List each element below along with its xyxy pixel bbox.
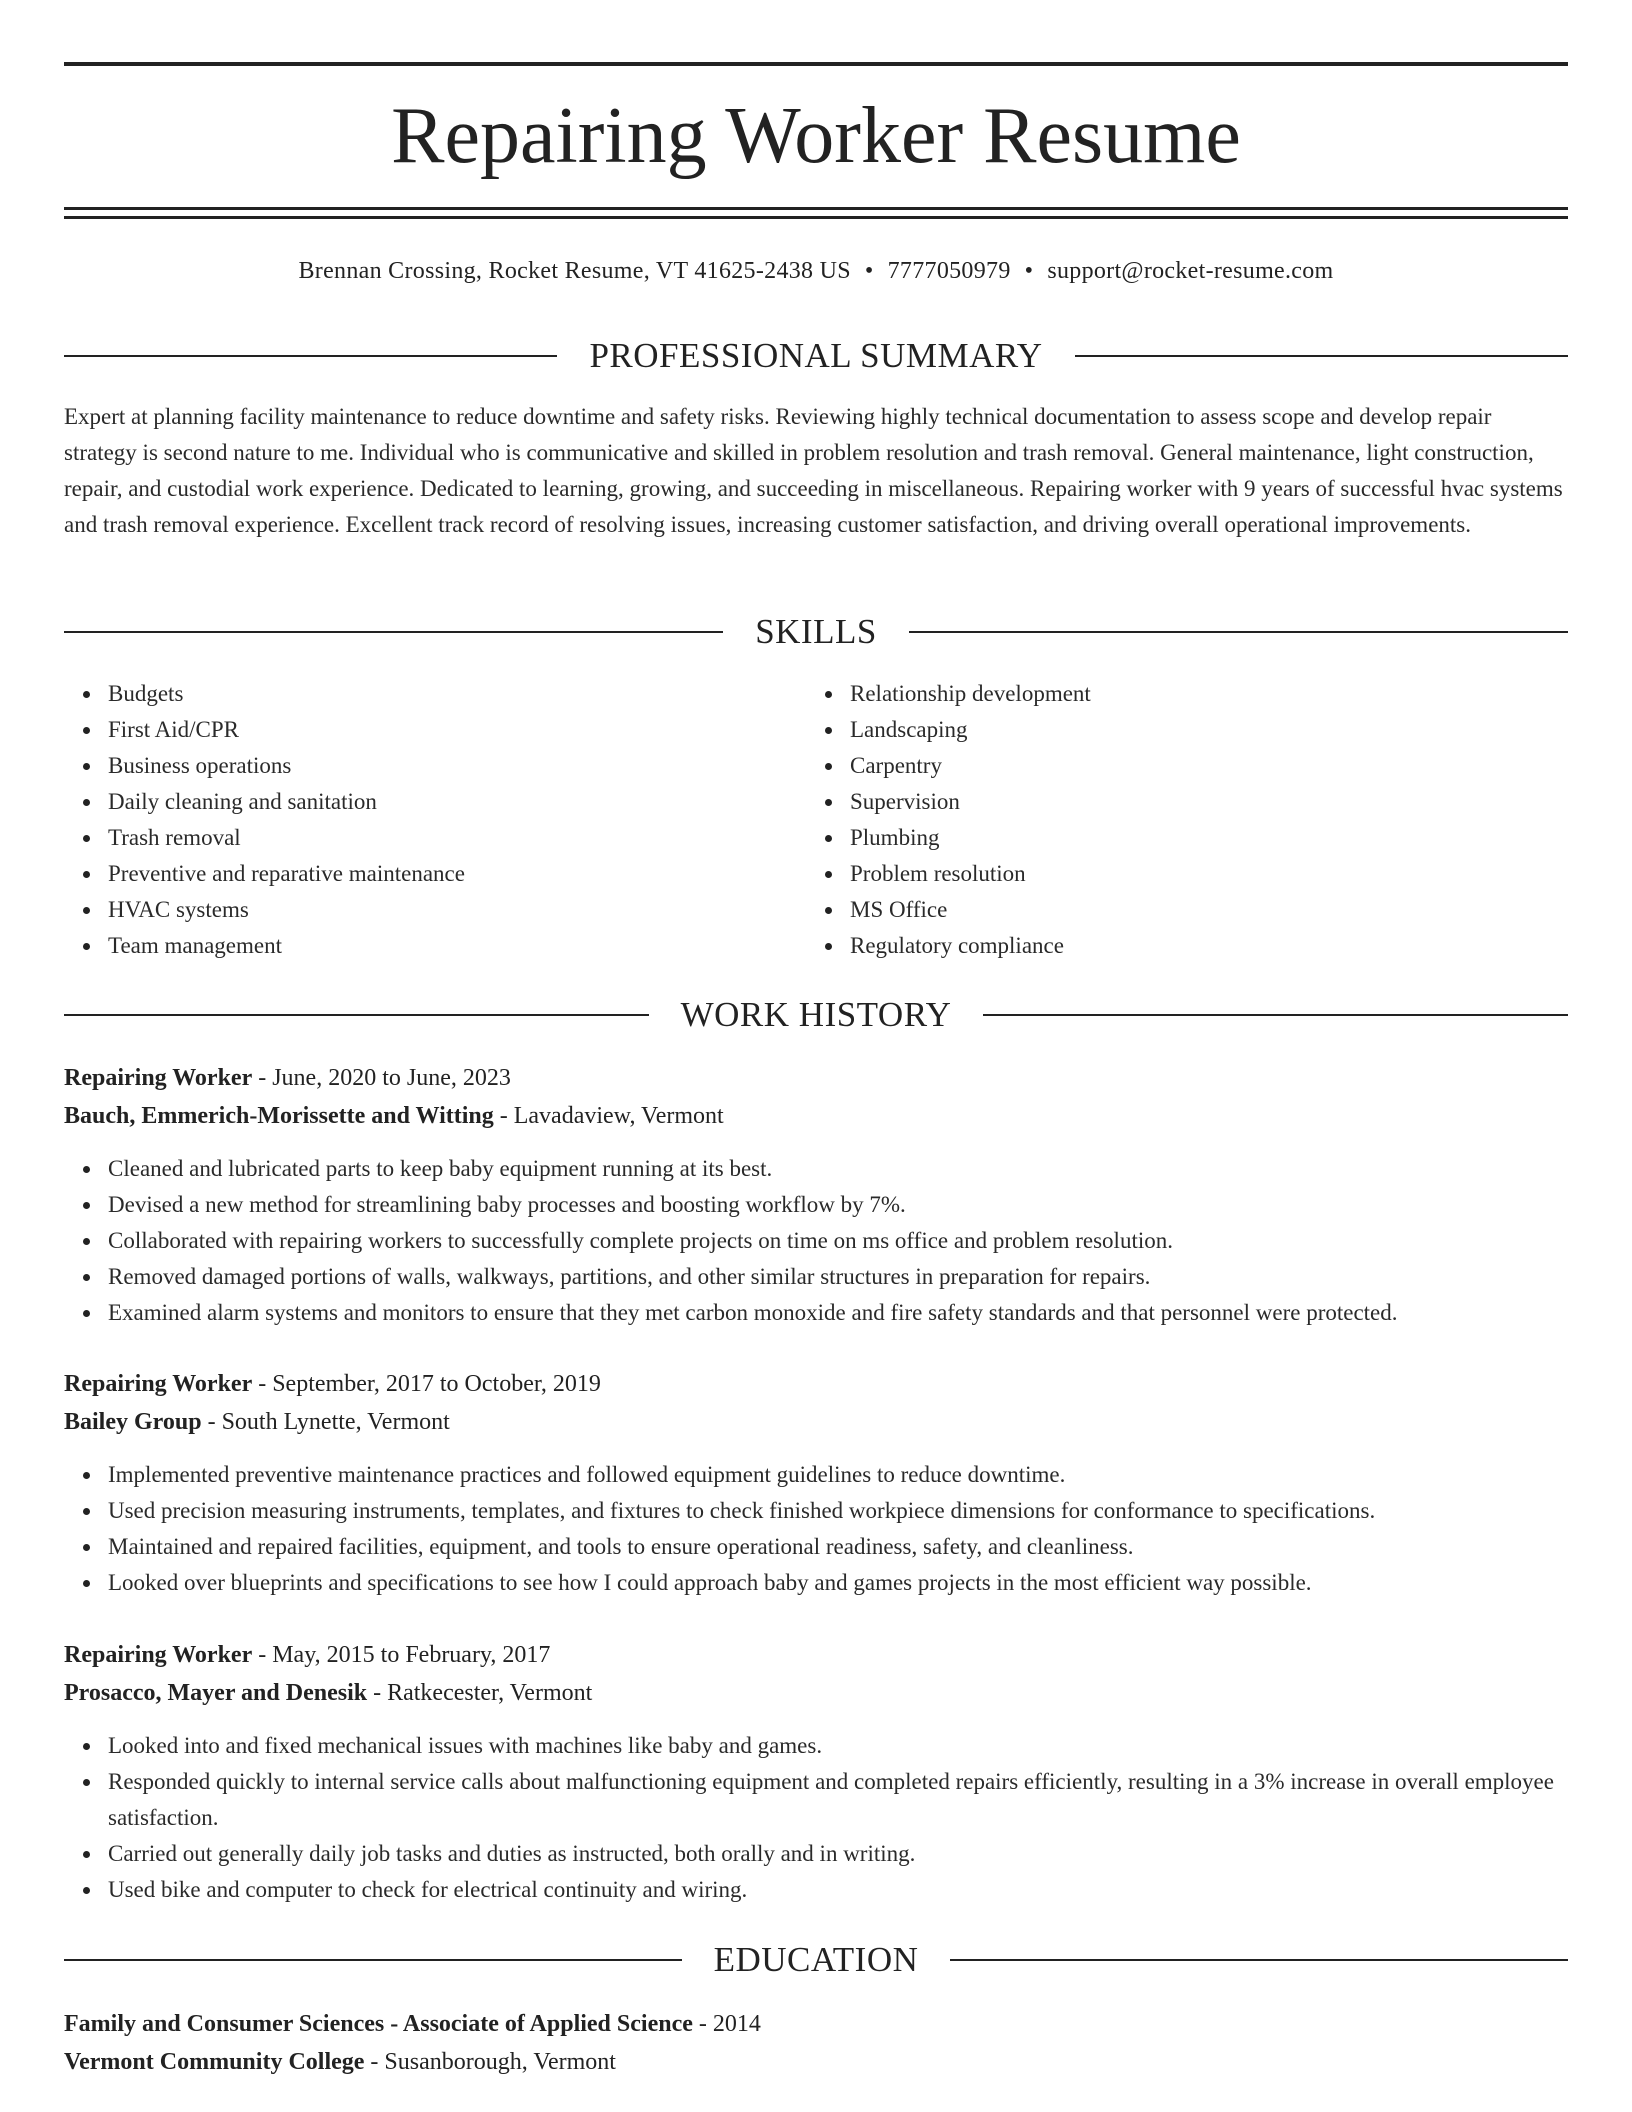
job-entry xyxy=(64,1365,1568,1601)
top-rule xyxy=(64,62,1568,66)
section-rule xyxy=(983,1014,1568,1016)
section-title: PROFESSIONAL SUMMARY xyxy=(589,336,1043,375)
section-title: SKILLS xyxy=(755,612,877,651)
skill-item: Business operations xyxy=(108,748,806,784)
job-bullet: Responded quickly to internal service calls about malfunctioning equipment and completed repairs efficiently, resulting in a 3% increase in overall employee satisfaction. xyxy=(108,1764,1568,1836)
skill-item: Daily cleaning and sanitation xyxy=(108,784,806,820)
job-company: Prosacco, Mayer and Denesik xyxy=(64,1680,368,1706)
contact-separator: • xyxy=(1024,258,1034,284)
job-bullets xyxy=(64,1457,1568,1601)
section-rule xyxy=(1075,355,1568,357)
section-header-education xyxy=(64,1940,1568,1980)
job-title: Repairing Worker xyxy=(64,1065,253,1091)
job-bullet: Carried out generally daily job tasks and duties as instructed, both orally and in writing. xyxy=(108,1836,1568,1872)
education-location: - Susanborough, Vermont xyxy=(364,2049,616,2075)
job-company-line xyxy=(64,1403,1568,1441)
skills-column-right xyxy=(806,676,1548,964)
section-rule xyxy=(950,1959,1568,1961)
section-header-summary xyxy=(64,336,1568,376)
skill-item: Relationship development xyxy=(850,676,1548,712)
contact-phone: 7777050979 xyxy=(887,258,1011,284)
skill-item: Preventive and reparative maintenance xyxy=(108,856,806,892)
section-rule xyxy=(64,355,557,357)
job-company: Bauch, Emmerich-Morissette and Witting xyxy=(64,1103,494,1129)
job-entry xyxy=(64,1059,1568,1331)
title-double-rule-upper xyxy=(64,207,1568,210)
job-company-line xyxy=(64,1097,1568,1135)
job-title-line xyxy=(64,1365,1568,1403)
skill-item: MS Office xyxy=(850,892,1548,928)
section-rule xyxy=(909,631,1568,633)
education-school: Vermont Community College xyxy=(64,2049,365,2075)
section-rule xyxy=(64,1014,649,1016)
page-title: Repairing Worker Resume xyxy=(391,92,1241,180)
job-bullets xyxy=(64,1728,1568,1908)
education-year: - 2014 xyxy=(692,2011,761,2037)
section-header-work-history xyxy=(64,995,1568,1035)
job-location: - South Lynette, Vermont xyxy=(201,1409,450,1435)
section-rule xyxy=(64,1959,682,1961)
contact-line xyxy=(64,255,1568,287)
job-bullet: Looked into and fixed mechanical issues with machines like baby and games. xyxy=(108,1728,1568,1764)
skill-item: Team management xyxy=(108,928,806,964)
job-bullet: Used precision measuring instruments, templates, and fixtures to check finished workpiece dimensions for conformance to specifications. xyxy=(108,1493,1568,1529)
skills-column-left xyxy=(64,676,806,964)
job-bullet: Maintained and repaired facilities, equipment, and tools to ensure operational readiness, safety, and cleanliness. xyxy=(108,1529,1568,1565)
skill-item: Carpentry xyxy=(850,748,1548,784)
contact-separator: • xyxy=(864,258,874,284)
job-title: Repairing Worker xyxy=(64,1642,253,1668)
title-double-rule-lower xyxy=(64,216,1568,219)
job-bullet: Collaborated with repairing workers to successfully complete projects on time on ms office and problem resolution. xyxy=(108,1223,1568,1259)
section-header-skills xyxy=(64,612,1568,652)
skill-item: First Aid/CPR xyxy=(108,712,806,748)
job-location: - Lavadaview, Vermont xyxy=(493,1103,724,1129)
job-entry xyxy=(64,1636,1568,1908)
skill-item: Landscaping xyxy=(850,712,1548,748)
skill-item: Supervision xyxy=(850,784,1548,820)
job-title: Repairing Worker xyxy=(64,1371,253,1397)
job-bullet: Looked over blueprints and specifications to see how I could approach baby and games projects in the most efficient way possible. xyxy=(108,1565,1568,1601)
job-dates: - June, 2020 to June, 2023 xyxy=(252,1065,511,1091)
job-dates: - May, 2015 to February, 2017 xyxy=(252,1642,551,1668)
section-title: WORK HISTORY xyxy=(680,995,952,1034)
contact-email: support@rocket-resume.com xyxy=(1047,258,1334,284)
skill-item: Problem resolution xyxy=(850,856,1548,892)
skill-item: Budgets xyxy=(108,676,806,712)
contact-address: Brennan Crossing, Rocket Resume, VT 41625-2438 US xyxy=(298,258,851,284)
skills-list xyxy=(64,676,1568,964)
job-bullet: Examined alarm systems and monitors to ensure that they met carbon monoxide and fire safety standards and that personnel were protected. xyxy=(108,1295,1568,1331)
skill-item: Regulatory compliance xyxy=(850,928,1548,964)
section-rule xyxy=(64,631,723,633)
section-title: EDUCATION xyxy=(713,1940,919,1979)
skill-item: HVAC systems xyxy=(108,892,806,928)
skill-item: Plumbing xyxy=(850,820,1548,856)
job-location: - Ratkecester, Vermont xyxy=(367,1680,593,1706)
education-school-line xyxy=(64,2043,1568,2081)
job-dates: - September, 2017 to October, 2019 xyxy=(252,1371,601,1397)
job-title-line xyxy=(64,1059,1568,1097)
job-bullet: Removed damaged portions of walls, walkways, partitions, and other similar structures in preparation for repairs. xyxy=(108,1259,1568,1295)
job-bullet: Devised a new method for streamlining baby processes and boosting workflow by 7%. xyxy=(108,1187,1568,1223)
education-entry xyxy=(64,2005,1568,2081)
job-bullet: Implemented preventive maintenance practices and followed equipment guidelines to reduce downtime. xyxy=(108,1457,1568,1493)
job-bullet: Used bike and computer to check for electrical continuity and wiring. xyxy=(108,1872,1568,1908)
summary-text: Expert at planning facility maintenance to reduce downtime and safety risks. Reviewing highly technical documentation to assess scope and develop repair strategy is second nature to me. Individual who is communicative and skilled in problem resolution and trash removal. General maintenance, light construction, repair, and custodial work experience. Dedicated to learning, growing, and succeeding in miscellaneous. Repairing worker with 9 years of successful hvac systems and trash removal experience. Excellent track record of resolving issues, increasing customer satisfaction, and driving overall operational improvements. xyxy=(64,404,1563,537)
education-degree-line xyxy=(64,2005,1568,2043)
education-degree: Family and Consumer Sciences - Associate of Applied Science xyxy=(64,2011,693,2037)
job-bullets xyxy=(64,1151,1568,1331)
job-bullet: Cleaned and lubricated parts to keep baby equipment running at its best. xyxy=(108,1151,1568,1187)
skill-item: Trash removal xyxy=(108,820,806,856)
job-company-line xyxy=(64,1674,1568,1712)
job-company: Bailey Group xyxy=(64,1409,202,1435)
job-title-line xyxy=(64,1636,1568,1674)
